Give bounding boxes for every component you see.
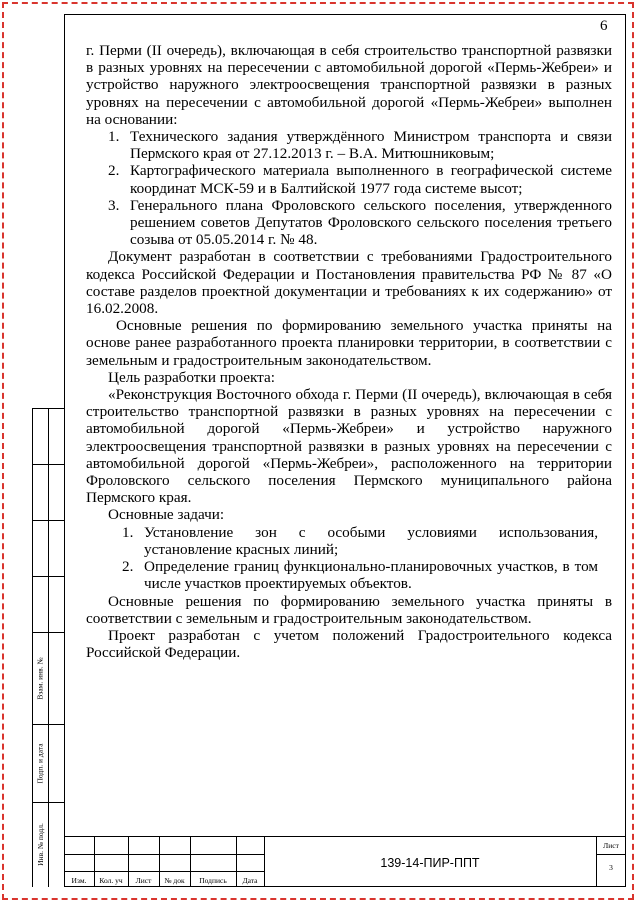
list-item <box>86 558 612 592</box>
sheet-number: 3 <box>609 863 613 872</box>
side-divider <box>32 520 64 521</box>
stamp-col-list: Лист <box>135 875 152 885</box>
side-divider <box>48 408 49 887</box>
stamp-col-data: Дата <box>242 875 258 885</box>
list-number: 2. <box>122 558 134 576</box>
list-number: 1. <box>122 523 134 541</box>
side-label-inv-vzam <box>32 632 48 724</box>
document-code: 139-14-ПИР-ППТ <box>380 855 480 870</box>
list-text: Технического задания утверждённого Министром транспорта и связи Пермского края от 27.12.2013 г. – В.А. Митюшниковым; <box>130 128 612 163</box>
page-number: 6 <box>600 18 608 34</box>
paragraph-compliance: Документ разработан в соответствии с требованиями Градостроительного кодекса Российской Федерации и Постановления правительства РФ № 87 «О составе разделов проектной документации и требованиях к их содержанию» от 16.02.2008. <box>86 248 612 318</box>
side-label-text: Взам. инв. № <box>35 656 45 700</box>
stamp-divider <box>596 854 626 855</box>
side-label-inv-podl <box>32 802 48 887</box>
side-divider <box>32 464 64 465</box>
basis-list <box>86 128 612 248</box>
side-label-text: Подп. и дата <box>35 742 45 784</box>
list-number: 3. <box>108 196 120 214</box>
paragraph-land-decisions: Основные решения по формированию земельного участка приняты в соответствии с земельным и градостроительным законодательством. <box>86 592 612 627</box>
list-item <box>86 524 612 558</box>
list-item <box>86 128 612 162</box>
side-divider <box>32 576 64 577</box>
side-label-sign-date <box>32 724 48 802</box>
paragraph-decisions: Основные решения по формированию земельного участка приняты на основе ранее разработанного проекта планировки территории, в соответствии с земельным и градостроительным законодательством. <box>86 317 612 369</box>
stamp-col-kol-uch: Кол. уч <box>99 875 123 885</box>
stamp-col-izm: Изм. <box>71 875 87 885</box>
paragraph-intro: г. Перми (II очередь), включающая в себя строительство транспортной развязки в разных уровнях на пересечении с автомобильной дорогой «Пермь-Жебреи» и устройство наружного электроосвещения транспортной развязки в разных уровнях на пересечении с автомобильной дорогой «Пермь-Жебреи» выполнен на основании: <box>86 42 612 128</box>
paragraph-code: Проект разработан с учетом положений Градостроительного кодекса Российской Федерации. <box>86 626 612 662</box>
list-text: Определение границ функционально-планировочных участков, в том числе участков проектируемых объектов. <box>144 558 598 593</box>
side-strip <box>32 408 64 887</box>
list-number: 2. <box>108 162 120 180</box>
stamp-divider <box>64 854 264 855</box>
stamp-col-n-dok: № док <box>164 875 185 885</box>
list-text: Установление зон с особыми условиями использования, установление красных линий; <box>144 523 598 558</box>
paragraph-tasks-heading: Основные задачи: <box>108 506 225 524</box>
paragraph-goal: «Реконструкция Восточного обхода г. Перми (II очередь), включающая в себя строительство транспортной развязки в разных уровнях на пересечении с автомобильной дорогой «Пермь-Жебреи» и устройство наружного электроосвещения транспортной развязки в разных уровнях на пересечении с автомобильной дорогой «Пермь-Жебреи», расположенного на территории Фроловского сельского поселения Пермского муниципального района Пермского края. <box>86 386 612 507</box>
list-item <box>86 162 612 196</box>
tasks-list <box>86 524 612 593</box>
side-label-text: Инв. № подл. <box>35 823 45 866</box>
sheet-label: Лист <box>603 841 619 850</box>
stamp-col-podpis: Подпись <box>199 875 227 885</box>
list-text: Генерального плана Фроловского сельского поселения, утвержденного решением советов Депутатов Фроловского сельского поселения третьего созыва от 05.05.2014 г. № 48. <box>130 196 612 249</box>
paragraph-goal-heading: Цель разработки проекта: <box>108 368 275 386</box>
list-item <box>86 197 612 249</box>
document-body <box>86 42 612 661</box>
list-text: Картографического материала выполненного в географической системе координат МСК-59 и в Балтийской 1977 года системе высот; <box>130 162 612 197</box>
side-divider <box>32 408 64 409</box>
list-number: 1. <box>108 128 120 146</box>
title-block <box>64 836 626 887</box>
